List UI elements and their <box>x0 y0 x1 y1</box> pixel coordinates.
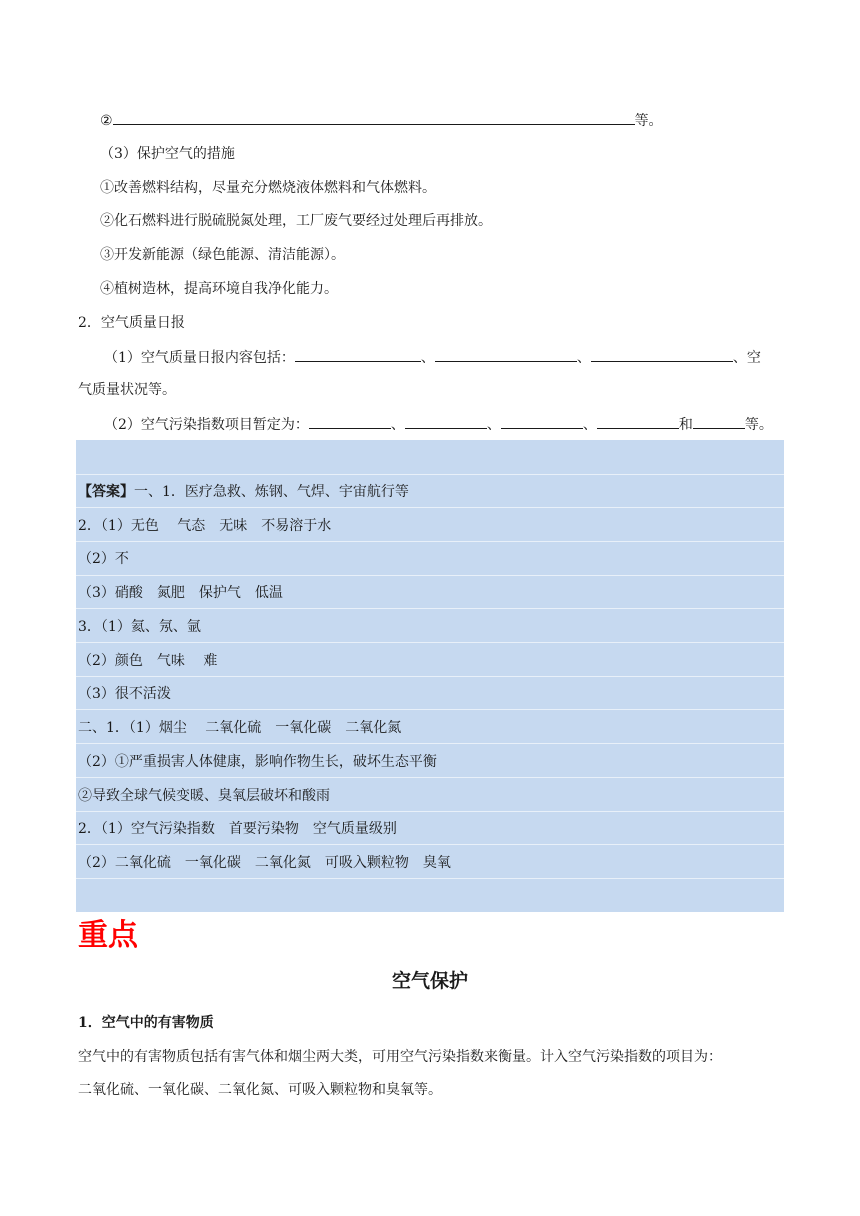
protect-item: ③开发新能源（绿色能源、清洁能源）。 <box>100 247 345 263</box>
answer-box <box>76 440 784 912</box>
answer-line: （2）二氧化硫 一氧化碳 二氧化氮 可吸入颗粒物 臭氧 <box>78 855 451 871</box>
paragraph-line: 空气中的有害物质包括有害气体和烟尘两大类，可用空气污染指数来衡量。计入空气污染指数的项目为： <box>78 1049 722 1065</box>
protect-item: ①改善燃料结构，尽量充分燃烧液体燃料和气体燃料。 <box>100 180 436 196</box>
answer-blank[interactable] <box>309 414 391 429</box>
answer-blank[interactable] <box>501 414 583 429</box>
section-title: 空气保护 <box>391 970 468 992</box>
answer-line: 2．（1）空气污染指数 首要污染物 空气质量级别 <box>78 821 397 837</box>
answer-line: （3）硝酸 氮肥 保护气 低温 <box>78 585 283 601</box>
item-number: ② <box>100 113 113 129</box>
answer-blank[interactable] <box>113 110 635 125</box>
answer-line: （2）①严重损害人体健康，影响作物生长，破坏生态平衡 <box>78 754 437 770</box>
answer-blank[interactable] <box>405 414 487 429</box>
answer-blank[interactable] <box>435 347 577 362</box>
item-2-fill-in: ② 等。 <box>100 110 663 131</box>
answer-label: 【答案】 <box>78 484 134 500</box>
answer-line: 二、1．（1）烟尘 二氧化硫 一氧化碳 二氧化氮 <box>78 720 402 736</box>
sub-heading: 1．空气中的有害物质 <box>78 1015 214 1031</box>
answer-blank[interactable] <box>591 347 733 362</box>
daily-heading: 2．空气质量日报 <box>78 315 185 331</box>
answer-blank[interactable] <box>295 347 421 362</box>
answer-line: ②导致全球气候变暖、臭氧层破坏和酸雨 <box>78 788 330 804</box>
protect-heading: （3）保护空气的措施 <box>100 146 235 162</box>
protect-item: ④植树造林，提高环境自我净化能力。 <box>100 281 338 297</box>
paragraph-line: 二氧化硫、一氧化碳、二氧化氮、可吸入颗粒物和臭氧等。 <box>78 1082 442 1098</box>
answer-line: 2．（1）无色 气态 无味 不易溶于水 <box>78 518 332 534</box>
daily-question-1: （1）空气质量日报内容包括： 、 、 、空 <box>104 347 761 368</box>
answer-line: 【答案】一、1．医疗急救、炼钢、气焊、宇宙航行等 <box>78 484 409 500</box>
answer-line: （2）颜色 气味 难 <box>78 653 218 669</box>
daily-question-1-cont: 气质量状况等。 <box>78 382 176 398</box>
answer-line: （2）不 <box>78 551 129 567</box>
protect-item: ②化石燃料进行脱硫脱氮处理，工厂废气要经过处理后再排放。 <box>100 213 492 229</box>
daily-question-2: （2）空气污染指数项目暂定为： 、 、 、 和 等。 <box>104 414 773 435</box>
answer-blank[interactable] <box>693 414 745 429</box>
answer-blank[interactable] <box>597 414 679 429</box>
focus-title: 重点 <box>78 918 138 953</box>
answer-line: （3）很不活泼 <box>78 686 171 702</box>
answer-line: 3．（1）氦、氖、氩 <box>78 619 201 635</box>
